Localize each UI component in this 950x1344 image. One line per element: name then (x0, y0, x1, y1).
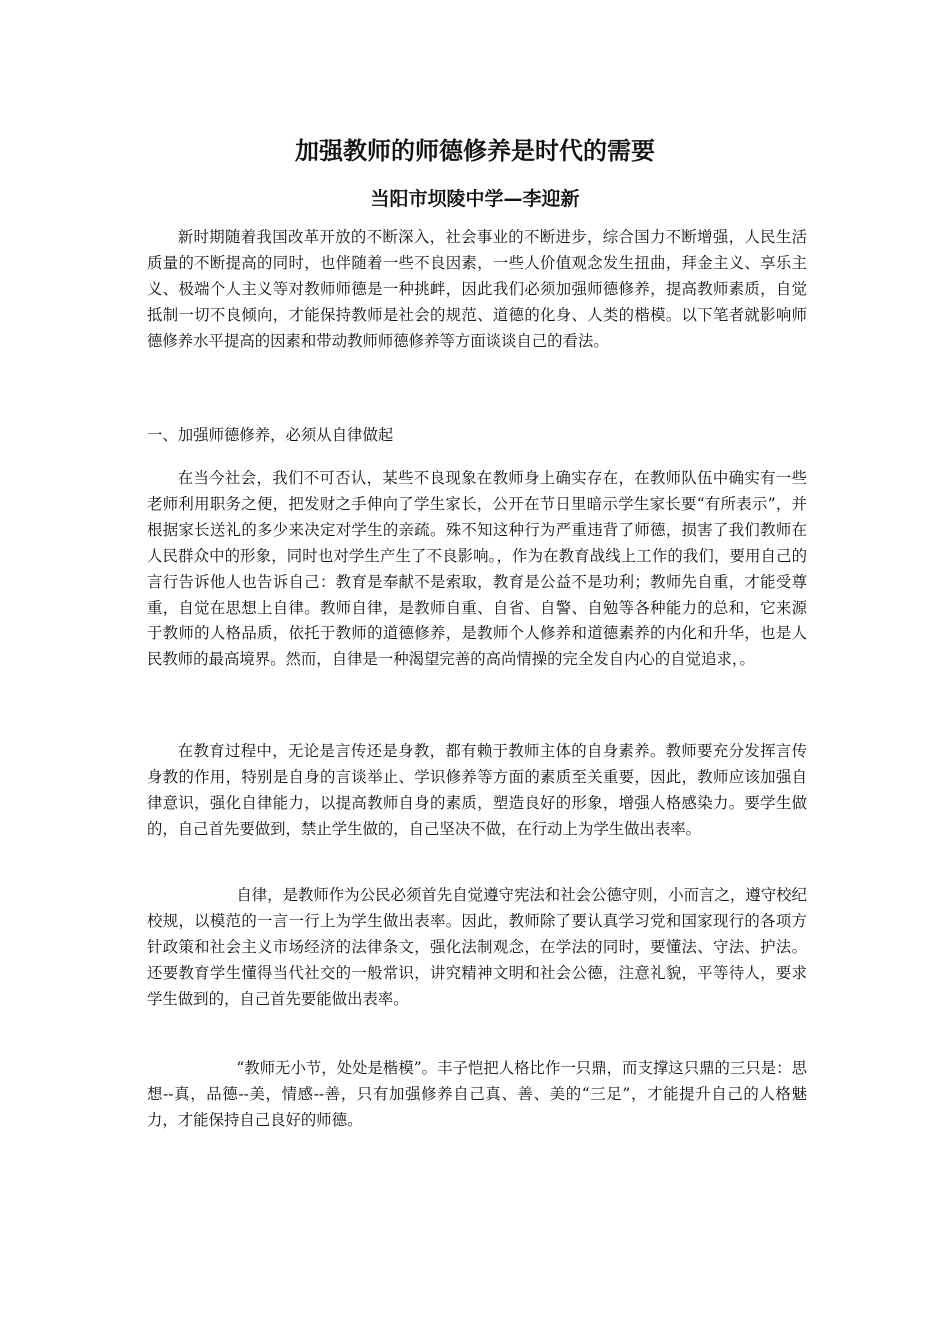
body-paragraph-3: 自律，是教师作为公民必须首先自觉遵守宪法和社会公德守则，小而言之，遵守校纪校规，以模范的一言一行上为学生做出表率。因此，教师除了要认真学习党和国家现行的各项方针政策和社会主义市场经济的法律条文，强化法制观念，在学法的同时，要懂法、守法、护法。还要教育学生懂得当代社交的一般常识，讲究精神文明和社会公德，注意礼貌，平等待人，要求学生做到的，自己首先要能做出表率。 (147, 886, 807, 1008)
body-paragraph-1: 在当今社会，我们不可否认，某些不良现象在教师身上确实存在，在教师队伍中确实有一些老师利用职务之便，把发财之手伸向了学生家长，公开在节日里暗示学生家长要“有所表示”，并根据家长送礼的多少来决定对学生的亲疏。殊不知这种行为严重违背了师德，损害了我们教师在人民群众中的形象，同时也对学生产生了不良影响。，作为在教育战线上工作的我们，要用自己的言行告诉他人也告诉自己：教育是奉献不是索取，教育是公益不是功利；教师先自重，才能受尊重，自觉在思想上自律。教师自律，是教师自重、自省、自警、自勉等各种能力的总和，它来源于教师的人格品质，依托于教师的道德修养，是教师个人修养和道德素养的内化和升华，也是人民教师的最高境界。然而，自律是一种渴望完善的高尚情操的完全发自内心的自觉追求，。 (147, 469, 807, 669)
intro-paragraph: 新时期随着我国改革开放的不断深入，社会事业的不断进步，综合国力不断增强，人民生活质量的不断提高的同时，也伴随着一些不良因素，一些人价值观念发生扭曲，拜金主义、享乐主义、极端个人主义等对教师师德是一种挑衅，因此我们必须加强师德修养，提高教师素质，自觉抵制一切不良倾向，才能保持教师是社会的规范、道德的化身、人类的楷模。以下笔者就影响师德修养水平提高的因素和带动教师师德修养等方面谈谈自己的看法。 (147, 228, 807, 350)
author-byline: 当阳市坝陵中学—李迎新 (370, 188, 580, 210)
body-paragraph-2: 在教育过程中，无论是言传还是身教，都有赖于教师主体的自身素养。教师要充分发挥言传身教的作用，特别是自身的言谈举止、学识修养等方面的素质至关重要，因此，教师应该加强自律意识，强化自律能力，以提高教师自身的素质，塑造良好的形象，增强人格感染力。要学生做的，自己首先要做到，禁止学生做的，自己坚决不做，在行动上为学生做出表率。 (147, 742, 807, 838)
body-paragraph-4: “教师无小节，处处是楷模”。丰子恺把人格比作一只鼎，而支撑这只鼎的三只是：思想--真，品德--美，情感--善，只有加强修养自己真、善、美的“三足”，才能提升自己的人格魅力，才能保持自己良好的师德。 (147, 1059, 807, 1129)
document-title: 加强教师的师德修养是时代的需要 (295, 137, 655, 165)
section-heading: 一、加强师德修养，必须从自律做起 (147, 426, 394, 444)
